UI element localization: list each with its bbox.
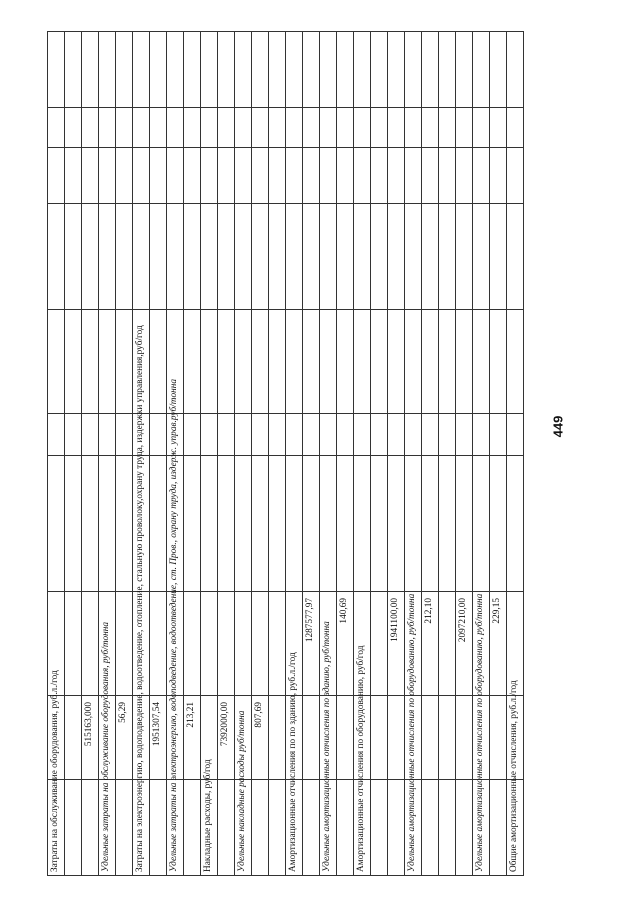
table-cell	[405, 148, 422, 204]
table-cell	[201, 108, 218, 148]
table-cell	[269, 592, 286, 696]
table-cell	[439, 414, 456, 456]
table-row	[48, 32, 65, 876]
table-cell	[371, 592, 388, 696]
table-cell	[388, 456, 405, 592]
table-cell	[490, 32, 507, 108]
table-cell	[269, 310, 286, 414]
table-cell	[439, 592, 456, 696]
table-row	[184, 32, 201, 876]
table-cell	[507, 108, 524, 148]
row-label: Накладные расходы, руб/год	[201, 780, 218, 876]
table-cell	[439, 310, 456, 414]
table-cell	[320, 310, 337, 414]
table-cell	[116, 148, 133, 204]
table-cell	[218, 592, 235, 696]
table-cell	[388, 32, 405, 108]
table-cell	[354, 108, 371, 148]
table-cell	[184, 592, 201, 696]
table-cell	[456, 148, 473, 204]
table-cell	[337, 414, 354, 456]
table-cell	[303, 32, 320, 108]
table-cell	[473, 32, 490, 108]
table-row	[388, 32, 405, 876]
table-cell	[269, 108, 286, 148]
table-cell	[252, 592, 269, 696]
table-row	[99, 32, 116, 876]
table-cell	[371, 148, 388, 204]
table-cell	[116, 592, 133, 696]
rotated-table-container	[47, 32, 521, 876]
row-label: Удельные накладные расходы руб/тонна	[235, 780, 252, 876]
table-cell	[235, 592, 252, 696]
table-cell	[252, 780, 269, 876]
table-cell	[439, 696, 456, 780]
table-cell	[303, 148, 320, 204]
table-cell	[303, 204, 320, 310]
table-cell	[422, 204, 439, 310]
table-cell	[320, 108, 337, 148]
table-cell	[286, 148, 303, 204]
table-cell	[201, 32, 218, 108]
table-cell	[201, 148, 218, 204]
table-cell	[82, 108, 99, 148]
row-value: 1941100,00	[388, 592, 405, 696]
table-row	[303, 32, 320, 876]
table-cell	[65, 310, 82, 414]
row-value: 229,15	[490, 592, 507, 696]
table-cell	[65, 456, 82, 592]
table-cell	[439, 32, 456, 108]
table-cell	[320, 32, 337, 108]
table-cell	[303, 310, 320, 414]
table-cell	[507, 414, 524, 456]
table-cell	[65, 204, 82, 310]
table-cell	[65, 414, 82, 456]
table-row	[507, 32, 524, 876]
table-cell	[116, 32, 133, 108]
table-cell	[48, 310, 65, 414]
table-cell	[371, 32, 388, 108]
table-cell	[490, 414, 507, 456]
table-cell	[201, 414, 218, 456]
row-value: 515163,000	[82, 696, 99, 780]
table-cell	[116, 456, 133, 592]
row-label: Удельные затраты на электроэнергию, водоподведение, водоотведение, ст. Пров., охрану труда, издерж. управ.руб/тонна	[167, 780, 184, 876]
table-cell	[218, 148, 235, 204]
table-cell	[201, 456, 218, 592]
table-cell	[422, 108, 439, 148]
row-value: 56,29	[116, 696, 133, 780]
table-cell	[405, 32, 422, 108]
table-cell	[371, 310, 388, 414]
table-cell	[99, 204, 116, 310]
table-cell	[337, 108, 354, 148]
table-cell	[371, 456, 388, 592]
table-cell	[184, 456, 201, 592]
table-cell	[48, 32, 65, 108]
table-cell	[235, 148, 252, 204]
table-row	[269, 32, 286, 876]
table-cell	[235, 32, 252, 108]
table-cell	[269, 696, 286, 780]
table-cell	[405, 414, 422, 456]
table-cell	[48, 204, 65, 310]
table-cell	[507, 32, 524, 108]
table-cell	[303, 456, 320, 592]
table-cell	[82, 32, 99, 108]
row-label: Удельные амортизационные отчисления по зданию, руб/тонна	[320, 780, 337, 876]
table-cell	[371, 696, 388, 780]
table-cell	[116, 780, 133, 876]
page-number: 449	[550, 415, 566, 438]
table-cell	[473, 148, 490, 204]
table-cell	[150, 108, 167, 148]
row-value: 213,21	[184, 696, 201, 780]
table-cell	[422, 456, 439, 592]
table-row	[116, 32, 133, 876]
table-cell	[48, 148, 65, 204]
row-label: Амортизационные отчисления по оборудованию, руб/год	[354, 780, 371, 876]
table-cell	[337, 148, 354, 204]
table-cell	[286, 456, 303, 592]
table-cell	[252, 108, 269, 148]
table-cell	[473, 204, 490, 310]
table-cell	[269, 32, 286, 108]
table-cell	[456, 456, 473, 592]
table-cell	[286, 310, 303, 414]
table-cell	[133, 108, 150, 148]
table-cell	[82, 456, 99, 592]
table-cell	[269, 414, 286, 456]
table-cell	[337, 32, 354, 108]
row-label: Общие амортизационные отчисления, руб.л./год	[507, 780, 524, 876]
table-cell	[235, 108, 252, 148]
table-cell	[371, 108, 388, 148]
table-row	[439, 32, 456, 876]
table-cell	[286, 204, 303, 310]
table-cell	[184, 310, 201, 414]
table-cell	[354, 414, 371, 456]
table-cell	[167, 32, 184, 108]
table-cell	[167, 204, 184, 310]
table-cell	[422, 414, 439, 456]
table-cell	[252, 204, 269, 310]
table-cell	[116, 204, 133, 310]
table-cell	[150, 310, 167, 414]
table-cell	[337, 456, 354, 592]
table-cell	[252, 32, 269, 108]
table-cell	[150, 780, 167, 876]
table-cell	[48, 456, 65, 592]
table-row	[456, 32, 473, 876]
table-cell	[218, 108, 235, 148]
row-value: 807,69	[252, 696, 269, 780]
row-label: Удельные амортизационные отчисления по оборудованию, руб/тонна	[405, 780, 422, 876]
table-cell	[269, 780, 286, 876]
row-value: 1951307,54	[150, 696, 167, 780]
table-cell	[473, 108, 490, 148]
table-cell	[99, 310, 116, 414]
table-cell	[439, 204, 456, 310]
table-cell	[184, 780, 201, 876]
table-cell	[354, 456, 371, 592]
table-cell	[473, 414, 490, 456]
table-row	[337, 32, 354, 876]
table-cell	[456, 414, 473, 456]
table-cell	[201, 592, 218, 696]
table-cell	[354, 32, 371, 108]
table-cell	[456, 310, 473, 414]
row-label: Затраты на электроэнергию, водоподведение, водоотведение, отопление, стальную проволоку,охрану труда, издержки управления,руб/год	[133, 780, 150, 876]
table-cell	[65, 32, 82, 108]
table-cell	[456, 32, 473, 108]
table-cell	[82, 148, 99, 204]
table-cell	[422, 310, 439, 414]
table-cell	[218, 310, 235, 414]
table-cell	[303, 108, 320, 148]
table-cell	[456, 780, 473, 876]
table-cell	[354, 148, 371, 204]
table-cell	[235, 310, 252, 414]
table-cell	[286, 108, 303, 148]
table-cell	[150, 204, 167, 310]
table-cell	[269, 148, 286, 204]
table-cell	[490, 456, 507, 592]
row-label: Амортизационные отчисления по по зданию, руб.л./год	[286, 780, 303, 876]
row-value: 140,69	[337, 592, 354, 696]
table-cell	[116, 108, 133, 148]
table-cell	[99, 108, 116, 148]
table-cell	[218, 204, 235, 310]
table-cell	[150, 456, 167, 592]
table-cell	[218, 32, 235, 108]
table-cell	[320, 414, 337, 456]
cost-table	[47, 31, 524, 876]
table-cell	[337, 310, 354, 414]
table-cell	[439, 456, 456, 592]
table-row	[320, 32, 337, 876]
table-row	[201, 32, 218, 876]
table-cell	[133, 204, 150, 310]
table-cell	[48, 108, 65, 148]
table-cell	[439, 780, 456, 876]
table-cell	[235, 204, 252, 310]
table-row	[150, 32, 167, 876]
table-cell	[337, 696, 354, 780]
table-row	[490, 32, 507, 876]
table-cell	[82, 204, 99, 310]
table-cell	[371, 204, 388, 310]
table-row	[422, 32, 439, 876]
table-cell	[184, 108, 201, 148]
table-cell	[490, 204, 507, 310]
table-row	[286, 32, 303, 876]
table-cell	[150, 32, 167, 108]
table-cell	[507, 456, 524, 592]
table-cell	[286, 32, 303, 108]
table-cell	[337, 780, 354, 876]
table-cell	[405, 310, 422, 414]
row-label: Удельные затраты на обслуживание оборудования, руб/тонна	[99, 780, 116, 876]
table-cell	[354, 310, 371, 414]
table-cell	[422, 780, 439, 876]
table-cell	[337, 204, 354, 310]
table-cell	[405, 108, 422, 148]
row-label: Затраты на обслуживание оборудования, руб.л./год	[48, 780, 65, 876]
table-cell	[405, 204, 422, 310]
table-cell	[388, 414, 405, 456]
table-cell	[371, 414, 388, 456]
table-cell	[456, 696, 473, 780]
table-cell	[99, 148, 116, 204]
table-cell	[371, 780, 388, 876]
table-cell	[456, 204, 473, 310]
row-value: 1287577,97	[303, 592, 320, 696]
table-cell	[82, 414, 99, 456]
table-cell	[303, 780, 320, 876]
table-cell	[473, 456, 490, 592]
table-cell	[388, 108, 405, 148]
table-cell	[354, 204, 371, 310]
table-cell	[252, 310, 269, 414]
table-cell	[184, 32, 201, 108]
cost-table-body	[48, 32, 524, 876]
table-cell	[218, 414, 235, 456]
table-row	[252, 32, 269, 876]
table-cell	[82, 592, 99, 696]
table-cell	[490, 148, 507, 204]
table-cell	[507, 204, 524, 310]
table-row	[371, 32, 388, 876]
table-cell	[99, 414, 116, 456]
table-row	[354, 32, 371, 876]
table-row	[65, 32, 82, 876]
table-cell	[490, 696, 507, 780]
table-cell	[99, 456, 116, 592]
table-cell	[405, 456, 422, 592]
row-value: 2097210,00	[456, 592, 473, 696]
table-cell	[303, 696, 320, 780]
table-cell	[133, 148, 150, 204]
table-cell	[65, 780, 82, 876]
table-cell	[65, 592, 82, 696]
table-cell	[184, 204, 201, 310]
table-cell	[422, 148, 439, 204]
table-cell	[269, 204, 286, 310]
table-cell	[150, 414, 167, 456]
table-row	[133, 32, 150, 876]
table-cell	[507, 148, 524, 204]
table-cell	[167, 108, 184, 148]
table-cell	[490, 780, 507, 876]
table-cell	[150, 592, 167, 696]
table-cell	[65, 696, 82, 780]
table-row	[167, 32, 184, 876]
table-cell	[252, 414, 269, 456]
table-cell	[167, 148, 184, 204]
table-cell	[116, 414, 133, 456]
table-cell	[320, 148, 337, 204]
table-cell	[133, 32, 150, 108]
table-cell	[303, 414, 320, 456]
table-cell	[490, 108, 507, 148]
table-cell	[82, 310, 99, 414]
table-cell	[388, 148, 405, 204]
table-row	[235, 32, 252, 876]
table-cell	[218, 780, 235, 876]
table-cell	[439, 108, 456, 148]
table-cell	[116, 310, 133, 414]
table-cell	[422, 32, 439, 108]
table-cell	[473, 310, 490, 414]
table-cell	[388, 780, 405, 876]
table-cell	[252, 456, 269, 592]
table-cell	[235, 456, 252, 592]
table-cell	[48, 414, 65, 456]
row-value: 212,10	[422, 592, 439, 696]
table-cell	[65, 108, 82, 148]
table-cell	[507, 310, 524, 414]
table-cell	[388, 696, 405, 780]
table-cell	[252, 148, 269, 204]
table-cell	[422, 696, 439, 780]
table-cell	[388, 310, 405, 414]
table-cell	[235, 414, 252, 456]
table-cell	[286, 414, 303, 456]
table-cell	[218, 456, 235, 592]
table-row	[218, 32, 235, 876]
table-cell	[82, 780, 99, 876]
table-row	[405, 32, 422, 876]
table-cell	[150, 148, 167, 204]
table-cell	[65, 148, 82, 204]
table-row	[473, 32, 490, 876]
table-row	[82, 32, 99, 876]
table-cell	[320, 456, 337, 592]
table-cell	[456, 108, 473, 148]
row-value: 7392000,00	[218, 696, 235, 780]
table-cell	[490, 310, 507, 414]
table-cell	[201, 310, 218, 414]
table-cell	[388, 204, 405, 310]
table-cell	[184, 414, 201, 456]
table-cell	[184, 148, 201, 204]
table-cell	[201, 204, 218, 310]
table-cell	[320, 204, 337, 310]
row-label: Удельные амортизационные отчисления по оборудованию, руб/тонна	[473, 780, 490, 876]
table-cell	[99, 32, 116, 108]
table-cell	[439, 148, 456, 204]
table-cell	[269, 456, 286, 592]
